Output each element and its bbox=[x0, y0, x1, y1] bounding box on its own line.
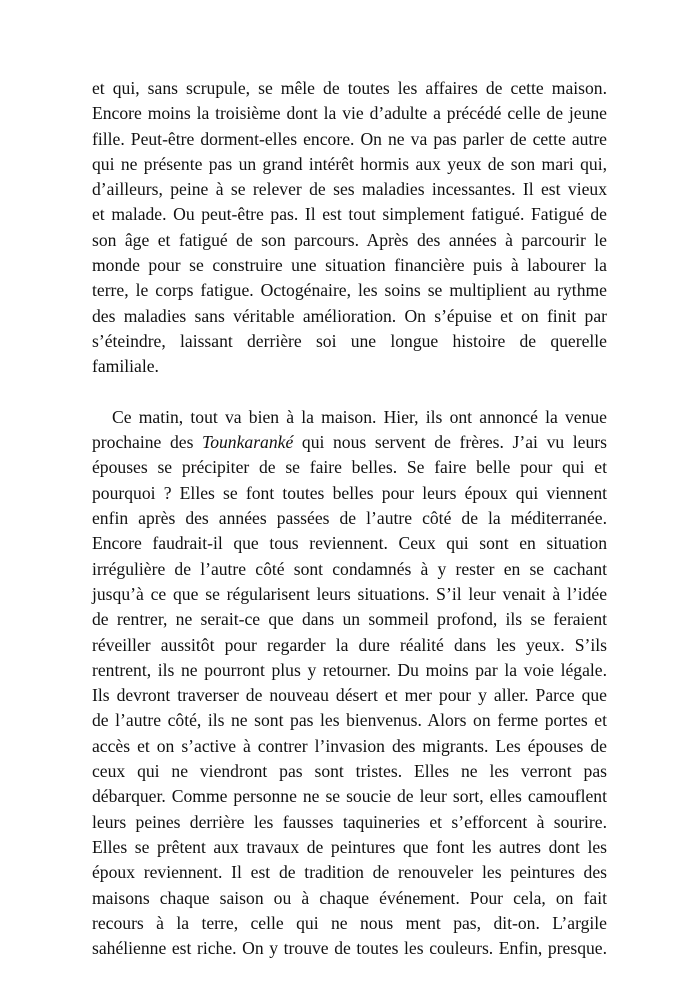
page-body bbox=[92, 76, 607, 961]
text-line: de rentrer, ne serait-ce que dans un sommeil profond, ils se feraient bbox=[92, 609, 607, 630]
text-line: irrégulière de l’autre côté sont condamnés à y rester en se cachant bbox=[92, 558, 607, 579]
text-line: pourquoi ? Elles se font toutes belles pour leurs époux qui viennent bbox=[92, 482, 607, 503]
text-line: recours à la terre, celle qui ne nous ment pas, dit-on. L’argile bbox=[92, 912, 607, 933]
text-line: époux reviennent. Il est de tradition de renouveler les peintures des bbox=[92, 862, 607, 883]
text-line: terre, le corps fatigue. Octogénaire, les soins se multiplient au rythme bbox=[92, 280, 607, 301]
italic-term: Tounkaranké bbox=[202, 432, 294, 453]
text-line: son âge et fatigué de son parcours. Après des années à parcourir le bbox=[92, 229, 607, 250]
text-line: Encore moins la troisième dont la vie d’adulte a précédé celle de jeune bbox=[92, 103, 607, 124]
text-line: enfin après des années passées de l’autre côté de la méditerranée. bbox=[92, 508, 607, 529]
text-run: qui nous servent de frères. J’ai vu leurs bbox=[293, 432, 607, 453]
text-line: débarquer. Comme personne ne se soucie de leur sort, elles camouflent bbox=[92, 786, 607, 807]
text-line: réveiller aussitôt pour regarder la dure réalité dans les yeux. S’ils bbox=[92, 634, 607, 655]
text-line: Ils devront traverser de nouveau désert et mer pour y aller. Parce que bbox=[92, 685, 607, 706]
text-line: et malade. Ou peut-être pas. Il est tout simplement fatigué. Fatigué de bbox=[92, 204, 607, 225]
paragraph-1 bbox=[92, 76, 607, 380]
text-line: de l’autre côté, ils ne sont pas les bienvenus. Alors on ferme portes et bbox=[92, 710, 607, 731]
text-line: d’ailleurs, peine à se relever de ses maladies incessantes. Il est vieux bbox=[92, 179, 607, 200]
paragraph-2 bbox=[92, 405, 607, 962]
text-run: prochaine des bbox=[92, 432, 203, 453]
text-line: ceux qui ne viendront pas sont tristes. Elles ne les verront pas bbox=[92, 761, 607, 782]
text-line: épouses se précipiter de se faire belles. Se faire belle pour qui et bbox=[92, 457, 607, 478]
text-line: fille. Peut-être dorment-elles encore. On ne va pas parler de cette autre bbox=[92, 128, 607, 149]
text-line: s’éteindre, laissant derrière soi une longue histoire de querelle bbox=[92, 330, 607, 351]
text-line: sahélienne est riche. On y trouve de toutes les couleurs. Enfin, presque. bbox=[92, 938, 607, 959]
text-line: Ce matin, tout va bien à la maison. Hier, ils ont annoncé la venue bbox=[112, 406, 607, 427]
text-line: qui ne présente pas un grand intérêt hormis aux yeux de son mari qui, bbox=[92, 153, 607, 174]
text-line: rentrent, ils ne pourront plus y retourner. Du moins par la voie légale. bbox=[92, 659, 607, 680]
text-line: Encore faudrait-il que tous reviennent. Ceux qui sont en situation bbox=[92, 533, 607, 554]
text-line: familiale. bbox=[92, 356, 159, 377]
text-line: et qui, sans scrupule, se mêle de toutes les affaires de cette maison. bbox=[92, 78, 607, 98]
text-line: Elles se prêtent aux travaux de peintures que font les autres dont les bbox=[92, 836, 607, 857]
text-line: leurs peines derrière les fausses taquineries et s’efforcent à sourire. bbox=[92, 811, 607, 832]
text-line: accès et on s’active à contrer l’invasion des migrants. Les épouses de bbox=[92, 735, 607, 756]
text-line: maisons chaque saison ou à chaque événement. Pour cela, on fait bbox=[92, 887, 607, 908]
text-line: monde pour se construire une situation financière puis à labourer la bbox=[92, 255, 607, 276]
text-line-with-italic bbox=[92, 430, 607, 455]
text-line: des maladies sans véritable amélioration. On s’épuise et on finit par bbox=[92, 305, 607, 326]
text-line: jusqu’à ce que se régularisent leurs situations. S’il leur venait à l’idée bbox=[92, 583, 607, 604]
